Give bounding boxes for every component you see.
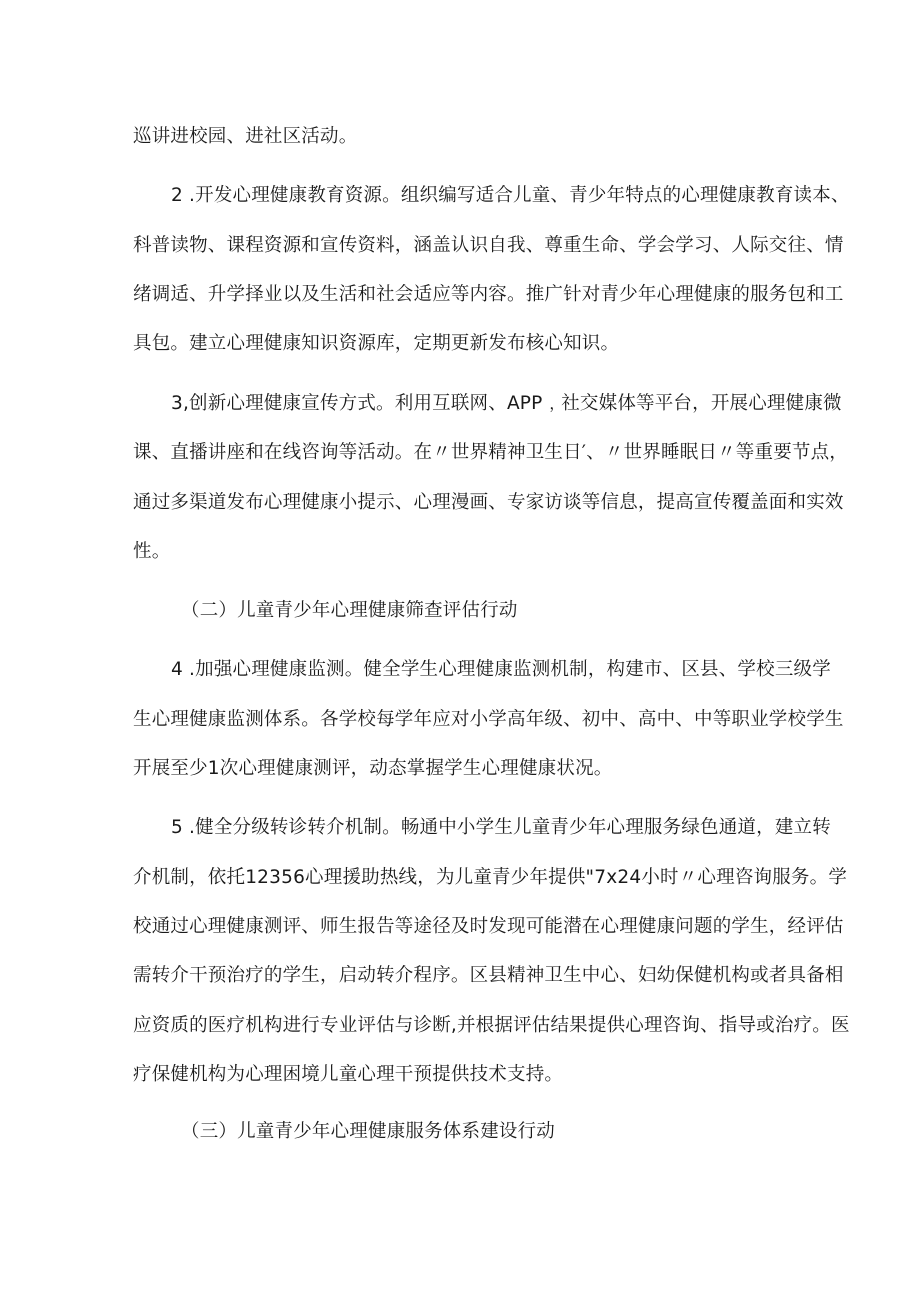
paragraph-line: 2 .开发心理健康教育资源。组织编写适合儿童、青少年特点的心理健康教育读本、 — [171, 185, 850, 206]
paragraph-line: 3,创新心理健康宣传方式。利用互联网、APP﹐社交媒体等平台，开展心理健康微 — [171, 393, 842, 414]
paragraph-line: 校通过心理健康测评、师生报告等途径及时发现可能潜在心理健康问题的学生，经评估 — [133, 916, 844, 937]
paragraph-line: 通过多渠道发布心理健康小提示、心理漫画、专家访谈等信息，提高宣传覆盖面和实效 — [133, 492, 844, 513]
paragraph-line: 介机制，依托12356心理援助热线，为儿童青少年提供"7x24小时〃心理咨询服务。学 — [133, 867, 848, 888]
paragraph-line: 生心理健康监测体系。各学校每学年应对小学高年级、初中、高中、中等职业学校学生 — [133, 709, 844, 730]
paragraph-line: 5 .健全分级转诊转介机制。畅通中小学生儿童青少年心理服务绿色通道，建立转 — [171, 817, 831, 838]
paragraph-line: 疗保健机构为心理困境儿童心理干预提供技术支持。 — [133, 1064, 564, 1085]
paragraph-line: 巡讲进校园、进社区活动。 — [133, 126, 358, 147]
paragraph-line: 具包。建立心理健康知识资源库，定期更新发布核心知识。 — [133, 333, 620, 354]
paragraph-line: 科普读物、课程资源和宣传资料，涵盖认识自我、尊重生命、学会学习、人际交往、情 — [133, 235, 844, 256]
paragraph-line: 需转介干预治疗的学生，启动转介程序。区县精神卫生中心、妇幼保健机构或者具备相 — [133, 965, 844, 986]
section-heading: （二）儿童青少年心理健康筛查评估行动 — [181, 600, 518, 621]
paragraph-line: 绪调适、升学择业以及生活和社会适应等内容。推广针对青少年心理健康的服务包和工 — [133, 284, 844, 305]
paragraph-line: 性。 — [133, 541, 171, 562]
paragraph-line: 应资质的医疗机构进行专业评估与诊断,并根据评估结果提供心理咨询、指导或治疗。医 — [133, 1015, 850, 1036]
section-heading: （三）儿童青少年心理健康服务体系建设行动 — [181, 1121, 556, 1142]
paragraph-line: 4 .加强心理健康监测。健全学生心理健康监测机制，构建市、区县、学校三级学 — [171, 659, 831, 680]
paragraph-line: 课、直播讲座和在线咨询等活动。在〃世界精神卫生日′、〃世界睡眠日〃等重要节点， — [133, 442, 849, 463]
paragraph-line: 开展至少1次心理健康测评，动态掌握学生心理健康状况。 — [133, 758, 613, 779]
